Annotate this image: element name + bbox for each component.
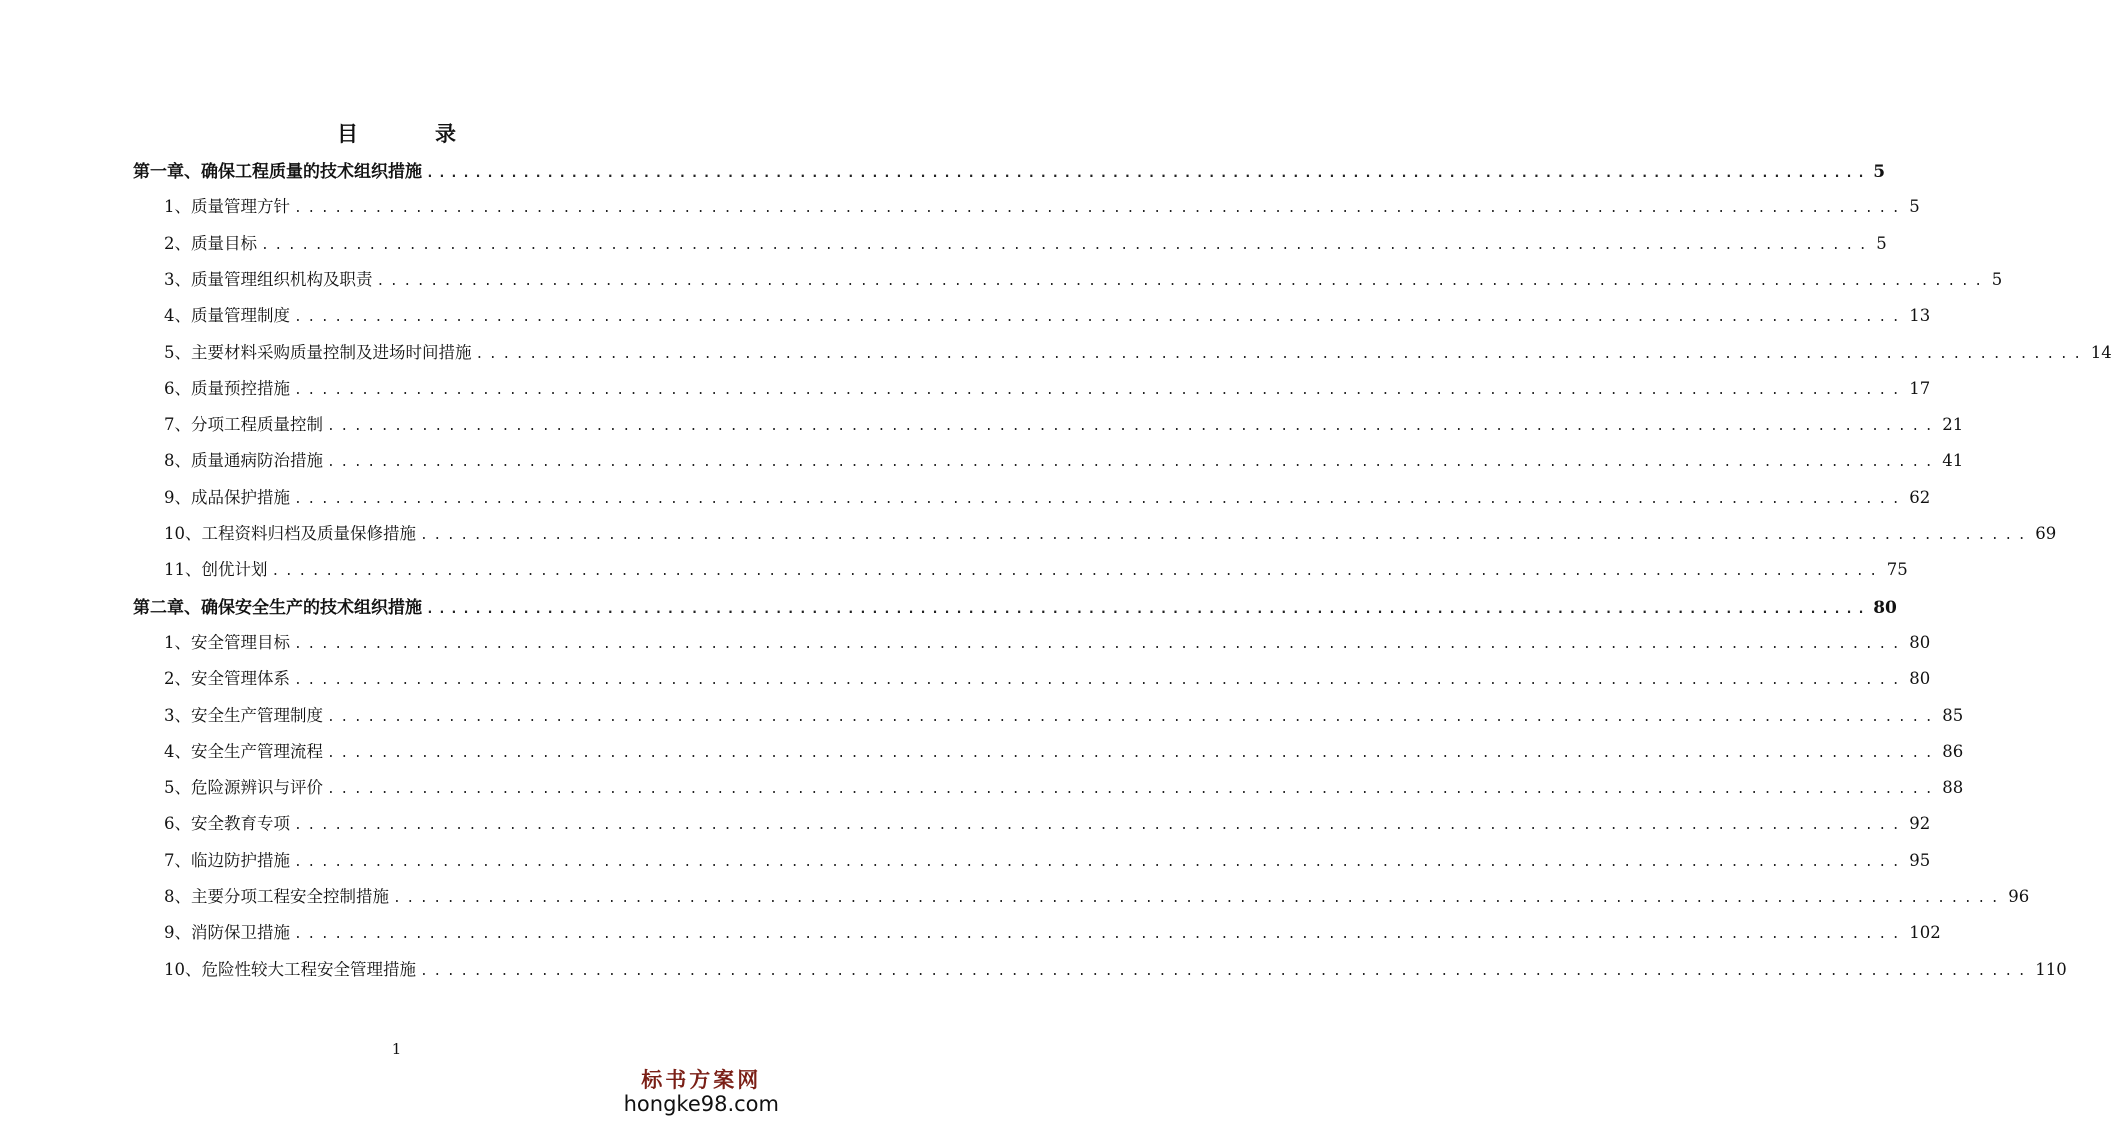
toc-page-number: 110 (2035, 959, 2067, 979)
toc-entry-label: 2、安全管理体系 (164, 669, 290, 689)
toc-leader-dots: ........................................................................................................................ (327, 782, 1939, 798)
toc-item-row[interactable] (164, 193, 1920, 219)
toc-item-row[interactable] (164, 266, 2003, 292)
toc-page-number: 80 (1909, 669, 1931, 689)
toc-entry-label: 8、质量通病防治措施 (164, 451, 323, 471)
toc-page-number: 5 (1909, 197, 1920, 217)
toc-item-row[interactable] (164, 302, 1931, 328)
toc-leader-dots: ........................................................................................................................ (420, 963, 2032, 979)
toc-item-row[interactable] (164, 339, 2112, 365)
toc-page-number: 95 (1909, 850, 1931, 870)
toc-entry-label: 8、主要分项工程安全控制措施 (164, 887, 389, 906)
toc-item-row[interactable] (164, 702, 1964, 728)
page-number: 1 (391, 1040, 402, 1058)
toc-entry-label: 7、分项工程质量控制 (164, 415, 323, 435)
toc-page-number: 21 (1942, 415, 1964, 435)
toc-leader-dots: ........................................................................................................................ (261, 237, 1873, 253)
toc-leader-dots: ........................................................................................................................ (294, 310, 1906, 326)
toc-leader-dots: ........................................................................................................................ (294, 201, 1906, 217)
toc-page-number: 102 (1909, 923, 1941, 943)
toc-entry-label: 第一章、确保工程质量的技术组织措施 (133, 162, 422, 182)
toc-entry-label: 5、主要材料采购质量控制及进场时间措施 (164, 342, 472, 362)
toc-page-number: 5 (1991, 269, 2003, 289)
toc-item-row[interactable] (164, 810, 1931, 836)
toc-entry-label: 4、安全生产管理流程 (164, 741, 323, 761)
toc-page-number: 88 (1942, 778, 1964, 798)
toc-item-row[interactable] (164, 556, 1908, 582)
toc-entry-label: 11、创优计划 (164, 560, 268, 580)
toc-entry-label: 3、质量管理组织机构及职责 (164, 269, 373, 289)
toc-chapter-row[interactable] (133, 593, 1897, 619)
toc-leader-dots: ........................................................................................................................ (294, 491, 1906, 507)
toc-entry-label: 4、质量管理制度 (164, 306, 290, 326)
toc-leader-dots: ........................................................................................................................ (294, 854, 1906, 870)
toc-entry-label: 5、危险源辨识与评价 (164, 778, 323, 798)
toc-item-row[interactable] (164, 629, 1931, 655)
watermark (624, 1064, 779, 1116)
toc-item-row[interactable] (164, 847, 1931, 873)
toc-item-row[interactable] (164, 883, 2030, 909)
toc-leader-dots: ........................................................................................................................ (376, 273, 1988, 289)
toc-item-row[interactable] (164, 665, 1931, 691)
toc-item-row[interactable] (164, 520, 2057, 546)
toc-leader-dots: ........................................................................................................................ (294, 636, 1906, 652)
toc-page-number: 62 (1909, 487, 1931, 507)
toc-entry-label: 10、危险性较大工程安全管理措施 (164, 959, 416, 979)
toc-leader-dots: ........................................................................................................................ (327, 745, 1939, 761)
toc-entry-label: 1、安全管理目标 (164, 632, 290, 652)
toc-item-row[interactable] (164, 919, 1941, 945)
toc-page-number: 41 (1942, 451, 1964, 471)
toc-item-row[interactable] (164, 411, 1964, 437)
toc-leader-dots: ........................................................................................................................ (475, 346, 2087, 362)
watermark-chinese: 标书方案网 (641, 1067, 762, 1092)
toc-page-number: 69 (2035, 524, 2057, 543)
toc-leader-dots: ........................................................................................................................ (426, 166, 1870, 181)
toc-page-number: 13 (1909, 306, 1931, 326)
toc-entry-label: 6、质量预控措施 (164, 378, 290, 398)
toc-page-number: 85 (1942, 705, 1964, 725)
toc-leader-dots: ........................................................................................................................ (327, 709, 1939, 725)
toc-leader-dots: ........................................................................................................................ (327, 419, 1939, 435)
toc-leader-dots: ........................................................................................................................ (420, 528, 2032, 543)
toc-entry-label: 6、安全教育专项 (164, 814, 290, 834)
toc-title: 目 录 (337, 121, 484, 146)
toc-page-number: 96 (2008, 887, 2030, 906)
toc-page-number: 14 (2090, 342, 2112, 362)
toc-item-row[interactable] (164, 774, 1964, 800)
toc-leader-dots: ........................................................................................................................ (294, 927, 1906, 943)
toc-item-row[interactable] (164, 447, 1964, 473)
toc-chapter-row[interactable] (133, 157, 1886, 183)
toc-page-number: 86 (1942, 741, 1964, 761)
toc-leader-dots: ........................................................................................................................ (327, 455, 1939, 471)
toc-item-row[interactable] (164, 484, 1931, 510)
toc-leader-dots: ........................................................................................................................ (294, 382, 1906, 398)
toc-leader-dots: ........................................................................................................................ (271, 564, 1883, 580)
toc-entry-label: 2、质量目标 (164, 233, 257, 253)
toc-leader-dots: ........................................................................................................................ (294, 818, 1906, 834)
toc-page-number: 80 (1873, 597, 1897, 618)
toc-leader-dots: ........................................................................................................................ (426, 601, 1870, 617)
toc-entry-label: 第二章、确保安全生产的技术组织措施 (133, 597, 422, 618)
watermark-url: hongke98.com (623, 1092, 779, 1116)
toc-entry-label: 3、安全生产管理制度 (164, 705, 323, 725)
toc-item-row[interactable] (164, 738, 1964, 764)
toc-page-number: 80 (1909, 632, 1931, 652)
toc-entry-label: 9、消防保卫措施 (164, 923, 290, 943)
toc-item-row[interactable] (164, 375, 1931, 401)
toc-page-number: 5 (1876, 233, 1887, 253)
toc-entry-label: 1、质量管理方针 (164, 197, 290, 217)
toc-entry-label: 7、临边防护措施 (164, 850, 290, 870)
toc-page-number: 75 (1886, 560, 1908, 580)
toc-page-number: 5 (1873, 162, 1886, 182)
toc-leader-dots: ........................................................................................................................ (294, 673, 1906, 689)
toc-entry-label: 10、工程资料归档及质量保修措施 (164, 524, 416, 543)
toc-item-row[interactable] (164, 230, 1887, 256)
toc-entry-label: 9、成品保护措施 (164, 487, 290, 507)
toc-leader-dots: ........................................................................................................................ (393, 891, 2005, 906)
toc-page-number: 17 (1909, 378, 1931, 398)
toc-item-row[interactable] (164, 956, 2067, 982)
toc-page-number: 92 (1909, 814, 1931, 834)
